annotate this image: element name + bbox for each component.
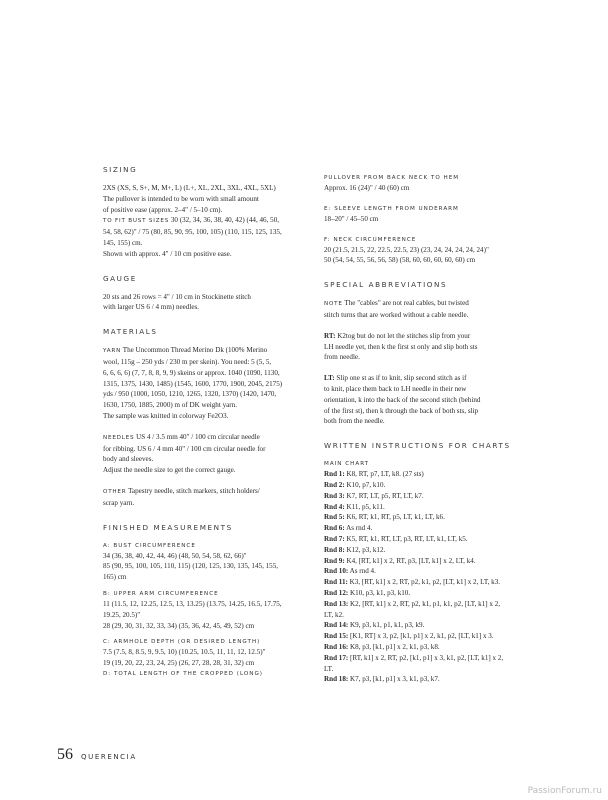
lt-line-5: both from the needle.: [324, 417, 385, 426]
round-row: Rnd 4: K11, p5, k11.: [324, 502, 385, 511]
sizing-sizes: 2XS (XS, S, S+, M, M+, L) (L+, XL, 2XL, 3XL, 4XL, 5XL): [103, 184, 276, 192]
d-label: D: TOTAL LENGTH OF THE CROPPED (LONG): [103, 670, 263, 677]
round-row: Rnd 14: K9, p3, k1, p1, k1, p3, k9.: [324, 621, 425, 630]
round-row: Rnd 1: K8, RT, p7, LT, k8. (27 sts): [324, 470, 424, 479]
finished-heading: FINISHED MEASUREMENTS: [103, 522, 233, 532]
yarn-line-5: yds / 950 (1000, 1050, 1210, 1265, 1320, 1370) (1420, 1470,: [103, 390, 277, 399]
round-row: Rnd 15: [K1, RT] x 3, p2, [k1, p1] x 2, k1, p2, [LT, k1] x 3.: [324, 632, 494, 641]
gauge-heading: GAUGE: [103, 273, 137, 283]
round-row: Rnd 2: K10, p7, k10.: [324, 480, 386, 489]
yarn-line-3: 6, 6, 6, 6) (7, 7, 8, 8, 9, 9) skeins or approx. 1040 (1090, 1130,: [103, 368, 280, 377]
main-chart-label: MAIN CHART: [324, 461, 370, 468]
pullover-label: PULLOVER FROM BACK NECK TO HEM: [324, 175, 460, 181]
left-column: [103, 165, 303, 679]
round-row: Rnd 18: K7, p3, [k1, p1] x 3, k1, p3, k7.: [324, 675, 440, 684]
b-line-2: 19.25, 20.5)": [103, 610, 141, 619]
round-row: Rnd 16: K8, p3, [k1, p1] x 2, k1, p3, k8.: [324, 642, 440, 651]
needles-line-1: [103, 432, 303, 444]
sizing-ease-1: The pullover is intended to be worn with small amount: [103, 194, 259, 203]
sizing-ease-2: of positive ease (approx. 2–4" / 5–10 cm).: [103, 205, 223, 214]
round-row: Rnd 12: K10, p3, k1, p3, k10.: [324, 588, 411, 597]
a-line-1: 34 (36, 38, 40, 42, 44, 46) (48, 50, 54, 58, 62, 66)": [103, 551, 247, 560]
other-label: OTHER: [103, 488, 127, 495]
pullover-line: Approx. 16 (24)" / 40 (60) cm: [324, 184, 410, 192]
c-label: C: ARMHOLE DEPTH (OR DESIRED LENGTH): [103, 639, 261, 646]
right-column: [324, 173, 529, 685]
lt-text-1: Slip one st as if to knit, slip second stitch as if: [334, 374, 467, 383]
round-row: Rnd 11: K3, [RT, k1] x 2, RT, p2, k1, p2, [LT, k1] x 2, LT, k3.: [324, 578, 501, 587]
bust-label: TO FIT BUST SIZES: [103, 218, 170, 225]
gauge-line-2: with larger US 6 / 4 mm) needles.: [103, 303, 200, 312]
sizing-bust-3: 145, 155) cm.: [103, 238, 143, 247]
abbrev-heading: SPECIAL ABBREVIATIONS: [324, 280, 448, 290]
lt-line-4: of the first st), then k through the back of both sts, slip: [324, 406, 479, 415]
yarn-line-1: [103, 345, 303, 357]
needles-line-4: Adjust the needle size to get the correct gauge.: [103, 466, 236, 475]
lt-line-2: to knit, place them back to LH needle in their new: [324, 384, 467, 393]
other-line-1: [103, 486, 303, 498]
needles-line-2: for ribbing. US 6 / 4 mm 40" / 100 cm circular needle for: [103, 444, 266, 453]
round-row: Rnd 6: As rnd 4.: [324, 524, 373, 533]
other-line-2: scrap yarn.: [103, 498, 135, 507]
note-label: NOTE: [324, 301, 343, 308]
neck-label: F: NECK CIRCUMFERENCE: [324, 236, 417, 243]
yarn-line-4: 1315, 1375, 1430, 1485) (1545, 1600, 1770, 1900, 2045, 2175): [103, 379, 283, 388]
rt-label: RT:: [324, 331, 336, 340]
rt-line-3: from needle.: [324, 353, 360, 362]
round-row: LT.: [324, 664, 334, 673]
gauge-line-1: 20 sts and 26 rows = 4" / 10 cm in Stockinette stitch: [103, 292, 251, 301]
sizing-shown: Shown with approx. 4" / 10 cm positive ease.: [103, 249, 232, 258]
sleeve-line: 18–20" / 45–50 cm: [324, 214, 379, 223]
b-line-3: 28 (29, 30, 31, 32, 33, 34) (35, 36, 42, 45, 49, 52) cm: [103, 621, 255, 630]
needles-label: NEEDLES: [103, 434, 135, 441]
round-row: Rnd 9: K4, [RT, k1] x 2, RT, p3, [LT, k1] x 2, LT, k4.: [324, 556, 476, 565]
note-text-1: The "cables" are not real cables, but twisted: [342, 299, 469, 308]
written-heading: WRITTEN INSTRUCTIONS FOR CHARTS: [324, 441, 511, 451]
note-line-1: [324, 298, 529, 310]
round-row: Rnd 13: K2, [RT, k1] x 2, RT, p2, k1, p1, k1, p2, [LT, k1] x 2,: [324, 599, 501, 608]
round-row: LT, k2.: [324, 610, 344, 619]
yarn-text-1: The Uncommon Thread Merino Dk (100% Merino: [121, 346, 268, 355]
bust-text-1: 30 (32, 34, 36, 38, 40, 42) (44, 46, 50,: [169, 216, 280, 225]
round-row: Rnd 10: As rnd 4.: [324, 567, 376, 576]
sleeve-label: E: SLEEVE LENGTH FROM UNDERARM: [324, 205, 459, 212]
yarn-line-6: 1630, 1750, 1885, 2000) m of DK weight yarn.: [103, 401, 237, 410]
sizing-heading: SIZING: [103, 165, 138, 174]
sizing-bust-2: 54, 58, 62)" / 75 (80, 85, 90, 95, 100, 105) (110, 115, 125, 135,: [103, 228, 282, 237]
brand-name: QUERENCIA: [81, 753, 137, 761]
yarn-line-7: The sample was knitted in colorway Fe2O3.: [103, 411, 229, 420]
lt-label: LT:: [324, 374, 335, 383]
other-text-1: Tapestry needle, stitch markers, stitch holders/: [126, 486, 260, 495]
yarn-line-2: wool, 115g – 250 yds / 230 m per skein). You need: 5 (5, 5,: [103, 357, 272, 366]
a-label: A: BUST CIRCUMFERENCE: [103, 542, 196, 549]
note-line-2: stitch turns that are worked without a cable needle.: [324, 310, 469, 319]
rt-line-2: LH needle yet, then k the first st only and slip both sts: [324, 342, 478, 351]
round-row: Rnd 17: [RT, k1] x 2, RT, p2, [k1, p1] x 3, k1, p2, [LT, k1] x 2,: [324, 653, 504, 662]
page-number: 56: [57, 746, 73, 763]
needles-line-3: body and sleeves.: [103, 455, 154, 464]
a-line-2: 85 (90, 95, 100, 105, 110, 115) (120, 125, 130, 135, 145, 155,: [103, 562, 279, 571]
rt-text-1: K2tog but do not let the stitches slip from your: [335, 331, 471, 340]
needles-text-1: US 4 / 3.5 mm 40" / 100 cm circular needle: [134, 432, 260, 441]
rt-line-1: [324, 331, 529, 342]
watermark: PassionForum.ru: [527, 786, 602, 796]
yarn-label: YARN: [103, 348, 122, 355]
lt-line-3: orientation, k into the back of the second stitch (behind: [324, 395, 481, 404]
lt-line-1: [324, 373, 529, 384]
neck-line-1: 20 (21.5, 21.5, 22, 22.5, 22.5, 23) (23, 24, 24, 24, 24, 24)": [324, 245, 489, 254]
sizing-bust-1: [103, 215, 303, 227]
round-row: Rnd 5: K6, RT, k1, RT, p5, LT, k1, LT, k6.: [324, 513, 445, 522]
round-row: Rnd 7: K5, RT, k1, RT, LT, p3, RT, LT, k1, LT, k5.: [324, 534, 468, 543]
a-line-3: 165) cm: [103, 573, 127, 582]
b-label: B: UPPER ARM CIRCUMFERENCE: [103, 590, 219, 597]
b-line-1: 11 (11.5, 12, 12.25, 12.5, 13, 13.25) (13.75, 14.25, 16.5, 17.75,: [103, 599, 282, 608]
materials-heading: MATERIALS: [103, 327, 158, 337]
page-footer: [57, 746, 137, 764]
round-row: Rnd 3: K7, RT, LT, p5, RT, LT, k7.: [324, 491, 424, 500]
neck-line-2: 50 (54, 54, 55, 56, 56, 58) (58, 60, 60, 60, 60, 60) cm: [324, 256, 476, 265]
round-row: Rnd 8: K12, p3, k12.: [324, 545, 386, 554]
c-line-2: 19 (19, 20, 22, 23, 24, 25) (26, 27, 28, 28, 31, 32) cm: [103, 659, 255, 668]
c-line-1: 7.5 (7.5, 8, 8.5, 9, 9.5, 10) (10.25, 10.5, 11, 11, 12, 12.5)": [103, 648, 266, 657]
rounds-list: [324, 469, 529, 685]
